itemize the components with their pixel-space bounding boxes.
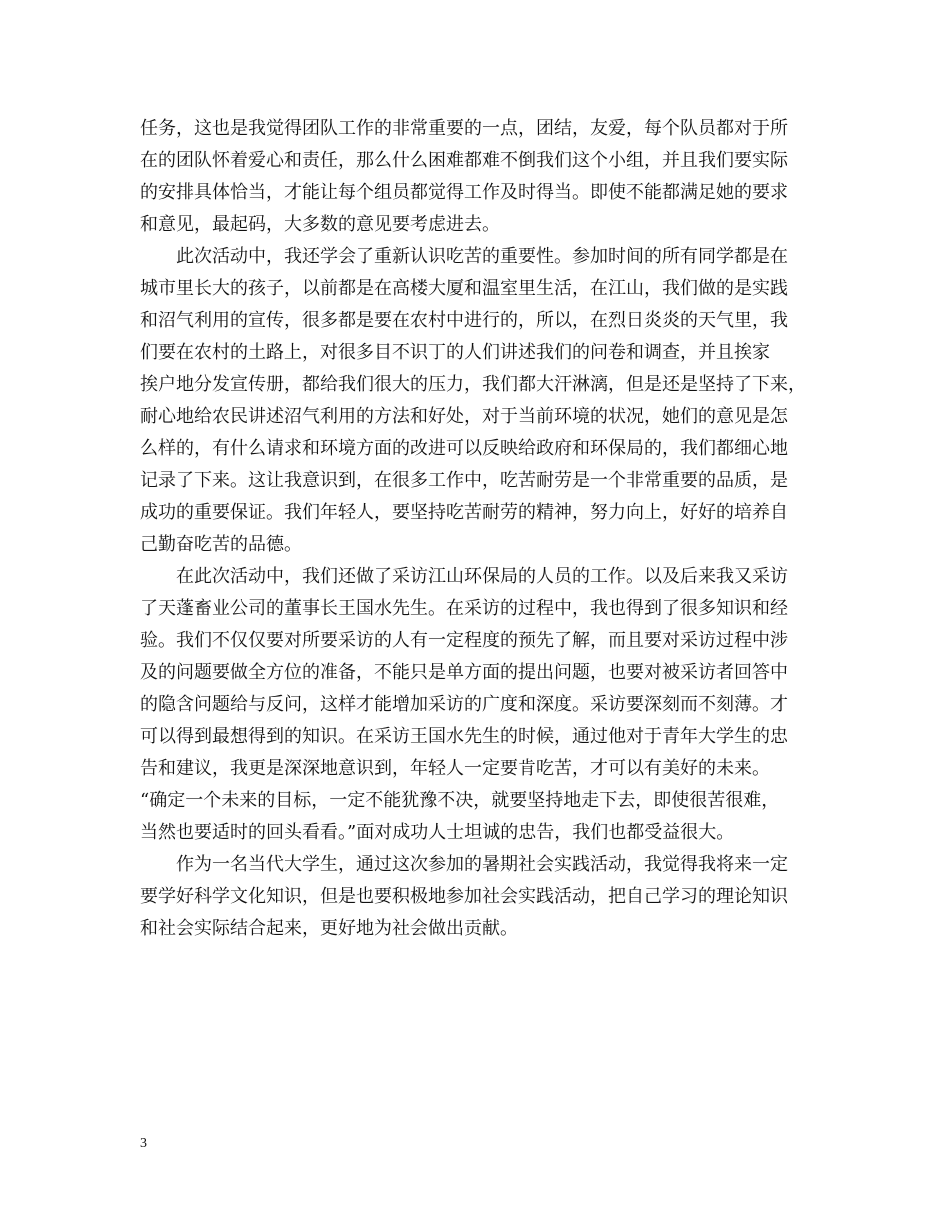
text-line: 在的团队怀着爱心和责任，那么什么困难都难不倒我们这个小组，并且我们要实际 <box>140 150 788 171</box>
text-line: 耐心地给农民讲述沼气利用的方法和好处，对于当前环境的状况，她们的意见是怎 <box>140 406 788 427</box>
body-text <box>140 113 820 945</box>
text-line: 此次活动中，我还学会了重新认识吃苦的重要性。参加时间的所有同学都是在 <box>176 246 788 267</box>
text-line: 作为一名当代大学生，通过这次参加的暑期社会实践活动，我觉得我将来一定 <box>176 854 788 875</box>
text-line: 了天蓬畜业公司的董事长王国水先生。在采访的过程中，我也得到了很多知识和经 <box>140 598 788 619</box>
text-line: 告和建议，我更是深深地意识到，年轻人一定要肯吃苦，才可以有美好的未来。 <box>140 758 770 779</box>
page-number: 3 <box>140 1136 147 1151</box>
text-line: 成功的重要保证。我们年轻人，要坚持吃苦耐劳的精神，努力向上，好好的培养自 <box>140 502 788 523</box>
text-line: 的隐含问题给与反问，这样才能增加采访的广度和深度。采访要深刻而不刻薄。才 <box>140 694 788 715</box>
text-line: 么样的，有什么请求和环境方面的改进可以反映给政府和环保局的，我们都细心地 <box>140 438 788 459</box>
text-line: 记录了下来。这让我意识到，在很多工作中，吃苦耐劳是一个非常重要的品质，是 <box>140 470 788 491</box>
text-line: 验。我们不仅仅要对所要采访的人有一定程度的预先了解，而且要对采访过程中涉 <box>140 630 788 651</box>
text-line: 任务，这也是我觉得团队工作的非常重要的一点，团结，友爱，每个队员都对于所 <box>140 118 788 139</box>
text-line: 和社会实际结合起来，更好地为社会做出贡献。 <box>140 918 518 939</box>
text-line: 及的问题要做全方位的准备，不能只是单方面的提出问题，也要对被采访者回答中 <box>140 662 788 683</box>
paragraph <box>140 849 820 945</box>
paragraph <box>140 241 820 561</box>
text-line: 和沼气利用的宣传，很多都是要在农村中进行的，所以，在烈日炎炎的天气里，我 <box>140 310 788 331</box>
paragraph <box>140 561 820 849</box>
text-line: 己勤奋吃苦的品德。 <box>140 534 302 555</box>
text-line: 城市里长大的孩子，以前都是在高楼大厦和温室里生活，在江山，我们做的是实践 <box>140 278 788 299</box>
text-line: 们要在农村的土路上，对很多目不识丁的人们讲述我们的问卷和调查，并且挨家 <box>140 342 770 363</box>
text-line: 可以得到最想得到的知识。在采访王国水先生的时候，通过他对于青年大学生的忠 <box>140 726 788 747</box>
text-line: 和意见，最起码，大多数的意见要考虑进去。 <box>140 214 500 235</box>
text-line: 当然也要适时的回头看看。”面对成功人士坦诚的忠告，我们也都受益很大。 <box>140 822 735 843</box>
text-line: 要学好科学文化知识，但是也要积极地参加社会实践活动，把自己学习的理论知识 <box>140 886 788 907</box>
paragraph <box>140 113 820 241</box>
text-line: “确定一个未来的目标，一定不能犹豫不决，就要坚持地走下去，即使很苦很难， <box>140 790 780 811</box>
text-line: 在此次活动中，我们还做了采访江山环保局的人员的工作。以及后来我又采访 <box>176 566 788 587</box>
text-line: 的安排具体恰当，才能让每个组员都觉得工作及时得当。即使不能都满足她的要求 <box>140 182 788 203</box>
text-line: 挨户地分发宣传册，都给我们很大的压力，我们都大汗淋漓，但是还是坚持了下来， <box>140 374 806 395</box>
